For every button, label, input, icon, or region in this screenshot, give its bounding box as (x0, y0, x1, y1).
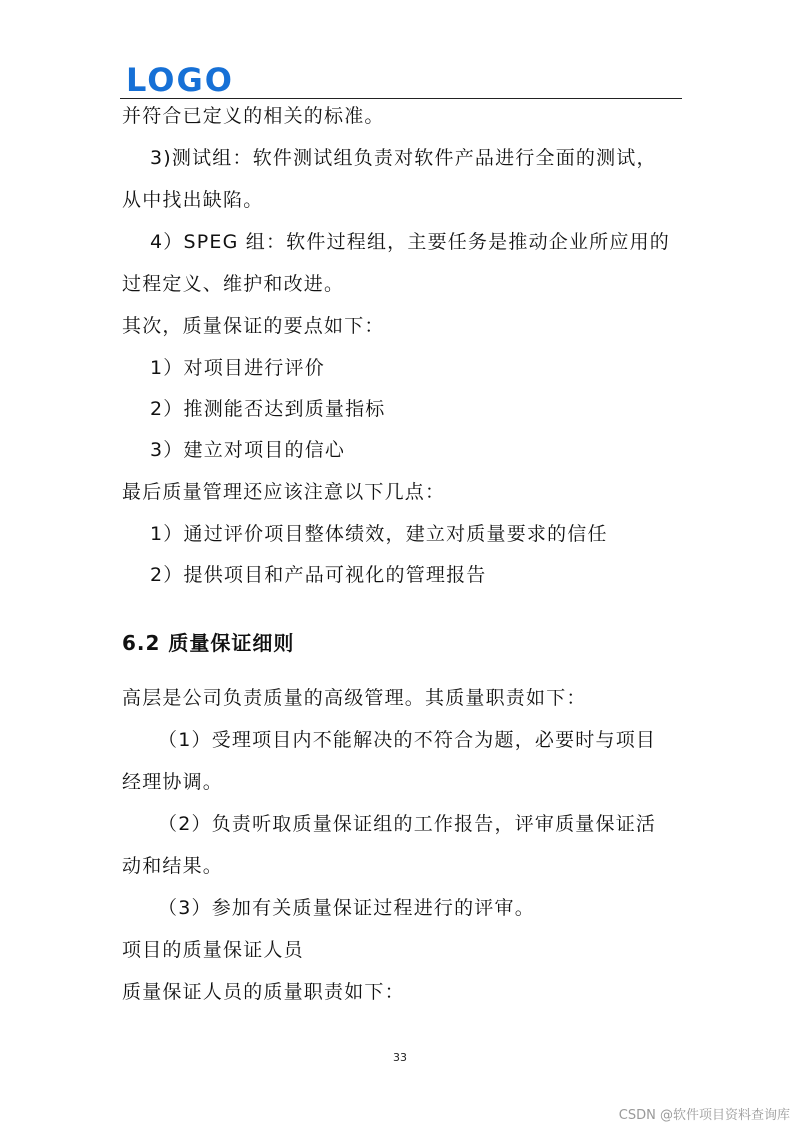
body-line: 最后质量管理还应该注意以下几点： (122, 481, 446, 503)
body-line: 从中找出缺陷。 (122, 189, 264, 211)
body-line: 质量保证人员的质量职责如下： (122, 981, 405, 1003)
body-line: 高层是公司负责质量的高级管理。其质量职责如下： (122, 687, 587, 709)
list-item: 3）建立对项目的信心 (150, 439, 346, 461)
list-item: 2）推测能否达到质量指标 (150, 398, 386, 420)
body-line: 经理协调。 (122, 771, 224, 793)
list-item: （3）参加有关质量保证过程进行的评审。 (158, 897, 535, 919)
body-line: 3)测试组：软件测试组负责对软件产品进行全面的测试， (150, 147, 657, 169)
body-line: 项目的质量保证人员 (122, 939, 304, 961)
list-item: 2）提供项目和产品可视化的管理报告 (150, 564, 487, 586)
list-item: 1）对项目进行评价 (150, 357, 325, 379)
section-heading: 6.2 质量保证细则 (122, 631, 295, 655)
logo: LOGO (126, 61, 234, 99)
body-line: 其次，质量保证的要点如下： (122, 315, 385, 337)
watermark: CSDN @软件项目资料查询库 (618, 1108, 790, 1123)
list-item: 1）通过评价项目整体绩效，建立对质量要求的信任 (150, 523, 608, 545)
body-line: 动和结果。 (122, 855, 224, 877)
list-item: （2）负责听取质量保证组的工作报告，评审质量保证活 (158, 813, 657, 835)
body-line: 过程定义、维护和改进。 (122, 273, 345, 295)
header-divider (120, 98, 682, 99)
list-item: （1）受理项目内不能解决的不符合为题，必要时与项目 (158, 729, 657, 751)
body-line: 并符合已定义的相关的标准。 (122, 105, 385, 127)
body-line: 4）SPEG 组：软件过程组，主要任务是推动企业所应用的 (150, 231, 670, 253)
page-number: 33 (393, 1051, 407, 1064)
